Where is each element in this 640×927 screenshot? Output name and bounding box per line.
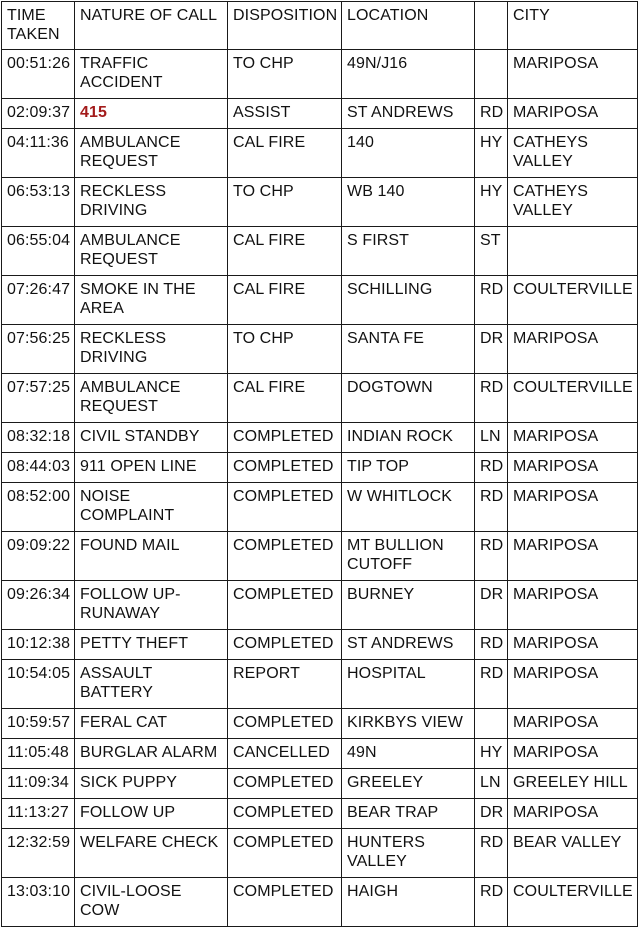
cell-suffix: RD [475,483,508,532]
cell-disposition: CANCELLED [228,739,342,769]
cell-location: SANTA FE [342,325,475,374]
header-row [2,2,638,50]
table-row [2,878,638,927]
cell-disposition: COMPLETED [228,878,342,927]
cell-city: MARIPOSA [508,423,638,453]
cell-suffix: DR [475,799,508,829]
header-street-suffix [475,2,508,50]
cell-time: 13:03:10 [2,878,75,927]
call-log-table [1,1,638,927]
cell-city: MARIPOSA [508,581,638,630]
cell-location: 49N/J16 [342,50,475,99]
cell-disposition: COMPLETED [228,630,342,660]
table-row [2,829,638,878]
cell-time: 08:32:18 [2,423,75,453]
cell-nature: BURGLAR ALARM [75,739,228,769]
cell-nature: AMBULANCE REQUEST [75,374,228,423]
cell-city: MARIPOSA [508,99,638,129]
cell-time: 07:57:25 [2,374,75,423]
cell-disposition: COMPLETED [228,769,342,799]
cell-location: SCHILLING [342,276,475,325]
cell-city: COULTERVILLE [508,878,638,927]
cell-disposition: COMPLETED [228,483,342,532]
cell-disposition: COMPLETED [228,709,342,739]
cell-suffix: RD [475,630,508,660]
cell-suffix: RD [475,660,508,709]
table-row [2,769,638,799]
cell-location: 140 [342,129,475,178]
table-row [2,99,638,129]
table-row [2,276,638,325]
cell-disposition: COMPLETED [228,453,342,483]
cell-disposition: TO CHP [228,325,342,374]
cell-city: MARIPOSA [508,630,638,660]
table-row [2,325,638,374]
cell-location: W WHITLOCK [342,483,475,532]
table-row [2,483,638,532]
table-row [2,709,638,739]
cell-nature: FOLLOW UP [75,799,228,829]
cell-suffix: HY [475,178,508,227]
cell-nature: PETTY THEFT [75,630,228,660]
cell-time: 08:44:03 [2,453,75,483]
header-location: LOCATION [342,2,475,50]
cell-city: MARIPOSA [508,532,638,581]
table-row [2,423,638,453]
cell-city: MARIPOSA [508,739,638,769]
cell-city: COULTERVILLE [508,276,638,325]
cell-city: GREELEY HILL [508,769,638,799]
cell-disposition: CAL FIRE [228,374,342,423]
cell-nature: 911 OPEN LINE [75,453,228,483]
table-row [2,129,638,178]
cell-disposition: COMPLETED [228,829,342,878]
cell-suffix: RD [475,374,508,423]
cell-time: 00:51:26 [2,50,75,99]
cell-nature: RECKLESS DRIVING [75,325,228,374]
cell-city: MARIPOSA [508,483,638,532]
cell-nature: 415 [75,99,228,129]
cell-disposition: COMPLETED [228,799,342,829]
cell-time: 09:26:34 [2,581,75,630]
cell-nature: ASSAULT BATTERY [75,660,228,709]
cell-time: 06:53:13 [2,178,75,227]
cell-location: BURNEY [342,581,475,630]
cell-time: 02:09:37 [2,99,75,129]
cell-nature: FERAL CAT [75,709,228,739]
cell-city: COULTERVILLE [508,374,638,423]
cell-suffix: RD [475,453,508,483]
cell-location: ST ANDREWS [342,99,475,129]
cell-disposition: CAL FIRE [228,227,342,276]
cell-disposition: COMPLETED [228,423,342,453]
cell-suffix: LN [475,423,508,453]
cell-city: CATHEYS VALLEY [508,178,638,227]
cell-location: HOSPITAL [342,660,475,709]
cell-disposition: CAL FIRE [228,276,342,325]
cell-city: MARIPOSA [508,50,638,99]
cell-time: 07:26:47 [2,276,75,325]
cell-nature: AMBULANCE REQUEST [75,129,228,178]
table-row [2,178,638,227]
cell-suffix: RD [475,99,508,129]
header-time-taken: TIME TAKEN [2,2,75,50]
cell-time: 09:09:22 [2,532,75,581]
table-row [2,50,638,99]
table-body [2,50,638,927]
cell-suffix: DR [475,581,508,630]
cell-suffix [475,50,508,99]
cell-disposition: TO CHP [228,50,342,99]
cell-nature: CIVIL-LOOSE COW [75,878,228,927]
cell-nature: AMBULANCE REQUEST [75,227,228,276]
cell-city: MARIPOSA [508,325,638,374]
cell-location: TIP TOP [342,453,475,483]
cell-city: MARIPOSA [508,660,638,709]
table-row [2,532,638,581]
cell-suffix: ST [475,227,508,276]
cell-location: ST ANDREWS [342,630,475,660]
cell-city [508,227,638,276]
cell-nature: SMOKE IN THE AREA [75,276,228,325]
header-nature-of-call: NATURE OF CALL [75,2,228,50]
cell-location: KIRKBYS VIEW [342,709,475,739]
cell-time: 04:11:36 [2,129,75,178]
cell-time: 11:09:34 [2,769,75,799]
cell-nature: RECKLESS DRIVING [75,178,228,227]
cell-disposition: CAL FIRE [228,129,342,178]
cell-location: 49N [342,739,475,769]
cell-disposition: COMPLETED [228,581,342,630]
cell-time: 07:56:25 [2,325,75,374]
header-city: CITY [508,2,638,50]
cell-nature: SICK PUPPY [75,769,228,799]
cell-location: GREELEY [342,769,475,799]
cell-city: BEAR VALLEY [508,829,638,878]
cell-nature: CIVIL STANDBY [75,423,228,453]
cell-disposition: ASSIST [228,99,342,129]
cell-suffix: RD [475,276,508,325]
cell-suffix: DR [475,325,508,374]
cell-suffix: HY [475,739,508,769]
table-row [2,739,638,769]
cell-suffix: RD [475,878,508,927]
table-row [2,374,638,423]
table-row [2,581,638,630]
cell-time: 12:32:59 [2,829,75,878]
cell-suffix: RD [475,532,508,581]
cell-location: INDIAN ROCK [342,423,475,453]
cell-city: MARIPOSA [508,709,638,739]
cell-location: BEAR TRAP [342,799,475,829]
cell-location: HAIGH [342,878,475,927]
table-row [2,660,638,709]
cell-city: CATHEYS VALLEY [508,129,638,178]
cell-nature: FOUND MAIL [75,532,228,581]
cell-city: MARIPOSA [508,453,638,483]
table-row [2,453,638,483]
cell-time: 10:54:05 [2,660,75,709]
cell-suffix [475,709,508,739]
cell-city: MARIPOSA [508,799,638,829]
cell-time: 08:52:00 [2,483,75,532]
header-disposition: DISPOSITION [228,2,342,50]
cell-nature: TRAFFIC ACCIDENT [75,50,228,99]
cell-disposition: REPORT [228,660,342,709]
cell-time: 11:05:48 [2,739,75,769]
cell-time: 06:55:04 [2,227,75,276]
cell-location: DOGTOWN [342,374,475,423]
cell-disposition: TO CHP [228,178,342,227]
cell-location: WB 140 [342,178,475,227]
cell-location: S FIRST [342,227,475,276]
cell-location: HUNTERS VALLEY [342,829,475,878]
cell-time: 10:12:38 [2,630,75,660]
cell-suffix: HY [475,129,508,178]
cell-nature: FOLLOW UP-RUNAWAY [75,581,228,630]
cell-time: 11:13:27 [2,799,75,829]
cell-suffix: RD [475,829,508,878]
cell-nature: NOISE COMPLAINT [75,483,228,532]
cell-suffix: LN [475,769,508,799]
table-row [2,227,638,276]
table-row [2,630,638,660]
cell-disposition: COMPLETED [228,532,342,581]
cell-nature: WELFARE CHECK [75,829,228,878]
table-header [2,2,638,50]
cell-location: MT BULLION CUTOFF [342,532,475,581]
table-row [2,799,638,829]
cell-time: 10:59:57 [2,709,75,739]
